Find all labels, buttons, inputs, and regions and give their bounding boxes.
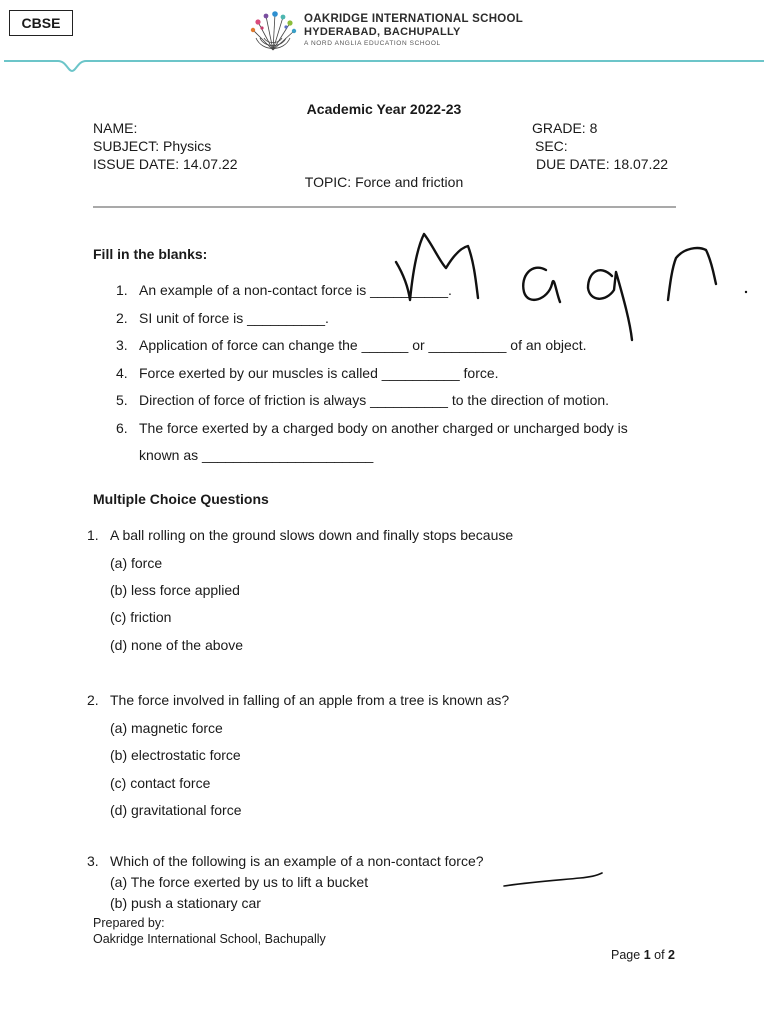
list-item — [116, 420, 628, 436]
header-divider-wave — [0, 55, 768, 77]
option: (d) gravitational force — [110, 802, 242, 818]
item-number: 2. — [116, 310, 128, 326]
item-number: 6. — [116, 420, 128, 436]
question-text: The force involved in falling of an apple from a tree is known as? — [110, 692, 510, 708]
option: (d) none of the above — [110, 637, 244, 653]
option: (c) contact force — [110, 775, 211, 791]
list-item — [116, 310, 329, 326]
question-number: 2. — [87, 692, 99, 708]
item-number: 5. — [116, 392, 128, 408]
item-text: The force exerted by a charged body on another charged or uncharged body is — [139, 420, 628, 436]
option: (b) electrostatic force — [110, 747, 241, 763]
list-item — [116, 282, 452, 298]
item-text: SI unit of force is __________. — [139, 310, 329, 326]
list-item — [116, 365, 499, 381]
option: (c) friction — [110, 609, 172, 625]
item-text: Force exerted by our muscles is called __________ force. — [139, 365, 499, 381]
header-rule — [93, 206, 676, 208]
topic-label: TOPIC: Force and friction — [304, 174, 464, 190]
question — [87, 527, 513, 543]
prepared-by-label: Prepared by: — [93, 916, 165, 930]
list-item-continuation — [139, 447, 373, 463]
question — [87, 692, 509, 708]
name-label: NAME: — [93, 120, 138, 136]
handwritten-stroke — [504, 873, 602, 886]
item-number: 1. — [116, 282, 128, 298]
option: (a) The force exerted by us to lift a bucket — [110, 874, 369, 890]
school-logo-icon — [248, 8, 298, 54]
option: (a) magnetic force — [110, 720, 223, 736]
due-date: DUE DATE: 18.07.22 — [536, 156, 669, 172]
mcq-title: Multiple Choice Questions — [93, 491, 269, 507]
academic-year: Academic Year 2022-23 — [306, 101, 462, 117]
list-item — [116, 392, 609, 408]
item-text: known as ______________________ — [139, 447, 374, 463]
school-name-line1: OAKRIDGE INTERNATIONAL SCHOOL — [304, 13, 524, 25]
option: (a) force — [110, 555, 163, 571]
page-word: Page — [611, 948, 641, 962]
item-text: An example of a non-contact force is __________. — [139, 282, 452, 298]
option: (b) less force applied — [110, 582, 240, 598]
subject-label: SUBJECT: Physics — [93, 138, 212, 154]
item-text: Application of force can change the ______ or __________ of an object. — [139, 337, 587, 353]
question-text: A ball rolling on the ground slows down and finally stops because — [110, 527, 514, 543]
question-number: 1. — [87, 527, 99, 543]
item-number: 3. — [116, 337, 128, 353]
page-of: of — [654, 948, 665, 962]
question-number: 3. — [87, 853, 99, 869]
school-tagline: A NORD ANGLIA EDUCATION SCHOOL — [304, 40, 441, 47]
question — [87, 853, 484, 869]
school-name-line2: HYDERABAD, BACHUPALLY — [304, 26, 461, 38]
item-text: Direction of force of friction is always __________ to the direction of motion. — [139, 392, 610, 408]
stray-dot — [745, 291, 747, 293]
fill-blanks-title: Fill in the blanks: — [93, 246, 208, 262]
item-number: 4. — [116, 365, 128, 381]
question-text: Which of the following is an example of a non-contact force? — [110, 853, 484, 869]
prepared-by-school: Oakridge International School, Bachupally — [93, 932, 326, 946]
option: (b) push a stationary car — [110, 895, 261, 911]
grade-label: GRADE: 8 — [532, 120, 598, 136]
section-label: SEC: — [535, 138, 568, 154]
page-total: 2 — [668, 948, 675, 962]
page-current: 1 — [643, 948, 651, 962]
page-number — [611, 948, 675, 962]
list-item — [116, 337, 587, 353]
board-label: CBSE — [9, 10, 73, 36]
issue-date: ISSUE DATE: 14.07.22 — [93, 156, 238, 172]
